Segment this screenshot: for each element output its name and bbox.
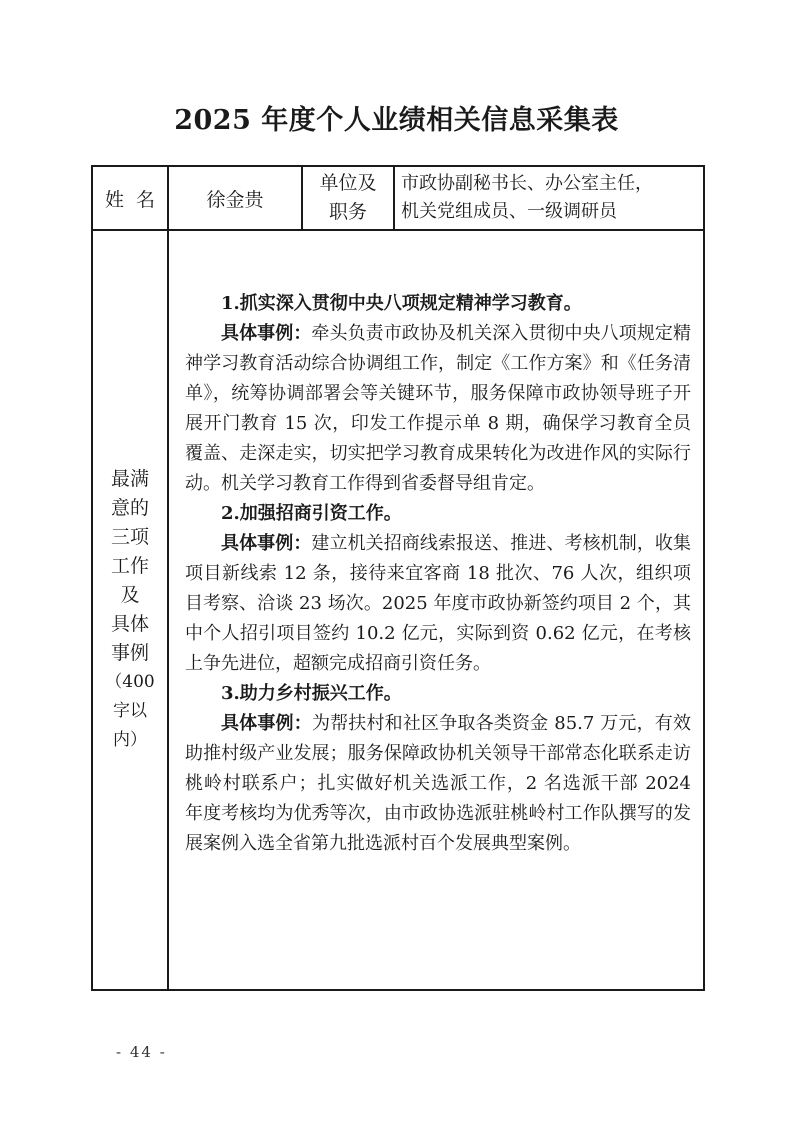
example-lead: 具体事例： [221, 713, 312, 734]
work-item [185, 499, 691, 679]
example-text: 建立机关招商线索报送、推进、考核机制，收集项目新线索 12 条，接待来宜客商 18 批次、76 人次，组织项目考察、洽谈 23 场次。2025 年度市政协新签约项目 2 个，其中个人招引项目签约 10.2 亿元，实际到资 0.62 亿元，在考核上争先进位，超额完成招商引资任务。 [185, 533, 692, 674]
name-value: 徐金贵 [168, 166, 302, 230]
header-row [92, 166, 704, 230]
work-item-body [185, 529, 691, 679]
side-label-line: 具体 [110, 613, 149, 635]
work-content [168, 230, 704, 990]
side-label [92, 230, 168, 990]
position-line2: 机关党组成员、一级调研员 [401, 201, 617, 222]
unit-label-line1: 单位及 [319, 172, 377, 194]
side-label-line: 最满 [110, 468, 149, 490]
example-text: 牵头负责市政协及机关深入贯彻中央八项规定精神学习教育活动综合协调组工作，制定《工作方案》和《任务清单》，统筹协调部署会等关键环节，服务保障市政协领导班子开展开门教育 15 次，印发工作提示单 8 期，确保学习教育全员覆盖、走深走实，切实把学习教育成果转化为改进作风的实际行动。机关学习教育工作得到省委督导组肯定。 [185, 323, 692, 494]
side-label-line: 意的 [110, 497, 149, 519]
side-label-line: 工作 [110, 555, 149, 577]
page-title: 2025 年度个人业绩相关信息采集表 [174, 105, 619, 136]
example-text: 为帮扶村和社区争取各类资金 85.7 万元，有效助推村级产业发展；服务保障政协机关领导干部常态化联系走访桃岭村联系户；扎实做好机关选派工作，2 名选派干部 2024 年度考核均为优秀等次，由市政协选派驻桃岭村工作队撰写的发展案例入选全省第九批选派村百个发展典型案例。 [185, 713, 691, 854]
unit-position-value [394, 166, 704, 230]
info-form-table [91, 165, 705, 991]
work-item [185, 289, 691, 499]
unit-position-label [302, 166, 394, 230]
content-row [92, 230, 704, 990]
side-label-line: 三项 [110, 526, 149, 548]
side-label-line: 事例 [110, 642, 149, 664]
side-label-line: 及 [120, 584, 140, 606]
unit-label-line2: 职务 [328, 201, 367, 223]
work-item [185, 679, 691, 859]
side-label-note: （400 [105, 672, 155, 692]
name-label: 姓 名 [92, 166, 168, 230]
example-lead: 具体事例： [221, 533, 312, 554]
page-number: - 44 - [116, 1043, 167, 1061]
work-item-body [185, 709, 691, 859]
work-item-body [185, 319, 691, 499]
position-line1: 市政协副秘书长、办公室主任， [401, 173, 653, 194]
work-item-title: 3.助力乡村振兴工作。 [221, 683, 402, 704]
side-label-note: 字以 [113, 701, 147, 721]
work-item-title: 2.加强招商引资工作。 [221, 503, 402, 524]
work-item-title: 1.抓实深入贯彻中央八项规定精神学习教育。 [221, 293, 582, 314]
example-lead: 具体事例： [221, 323, 312, 344]
side-label-note: 内） [113, 730, 147, 750]
